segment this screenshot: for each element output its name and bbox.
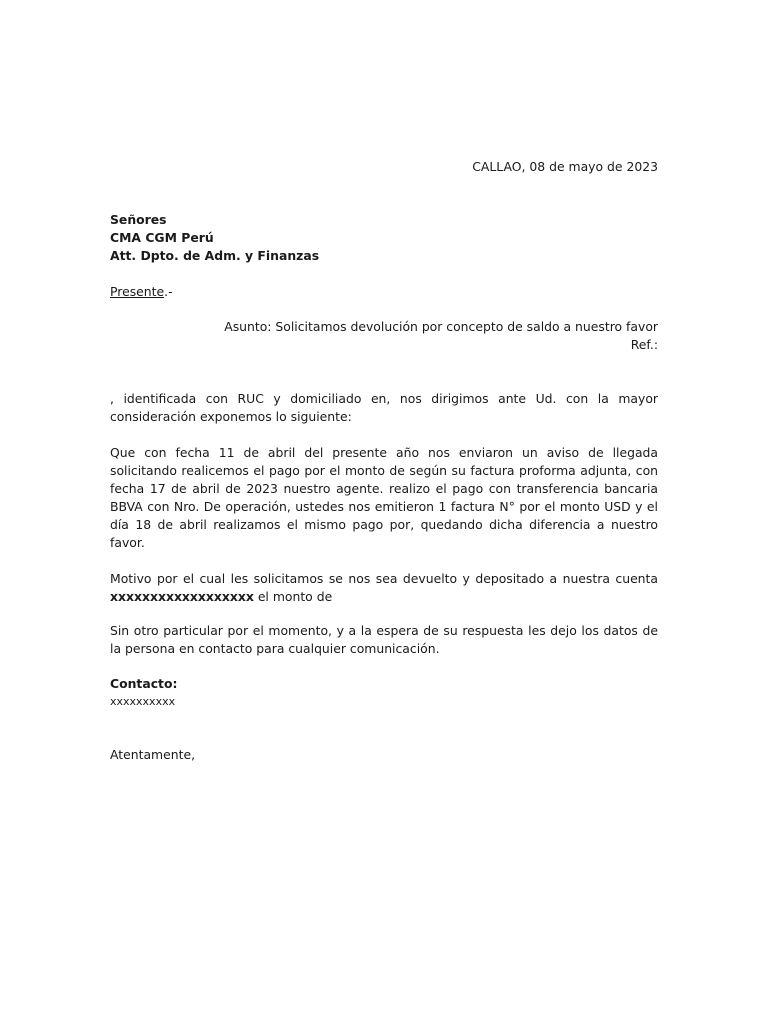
subject-line: Asunto: Solicitamos devolución por concepto de saldo a nuestro favor [224,319,658,334]
addressee-block [110,211,658,265]
request-text-end: el monto de [253,589,333,604]
details-paragraph: Que con fecha 11 de abril del presente año nos enviaron un aviso de llegada solicitando realicemos el pago por el monto de según su factura proforma adjunta, con fecha 17 de abril de 2023 nuestro agente. realizo el pago con transferencia bancaria BBVA con Nro. De operación, ustedes nos emitieron 1 factura N° por el monto USD y el día 18 de abril realizamos el mismo pago por, quedando dicha diferencia a nuestro favor. [110,445,658,550]
subject-block [110,318,658,354]
request-paragraph [110,570,658,606]
closing-paragraph: Sin otro particular por el momento, y a la espera de su respuesta les dejo los datos de la persona en contacto para cualquier comunicación. [110,623,658,656]
account-number: xxxxxxxxxxxxxxxxxx [110,589,254,604]
addressee-salutation: Señores [110,212,167,227]
addressee-company: CMA CGM Perú [110,230,214,245]
contact-value: xxxxxxxxxx [110,695,176,708]
presente-line [110,283,658,301]
presente-word: Presente [110,284,165,299]
contact-block [110,675,658,711]
contact-label: Contacto: [110,676,178,691]
sign-off: Atentamente, [110,747,196,762]
addressee-department: Att. Dpto. de Adm. y Finanzas [110,248,320,263]
request-text-start: Motivo por el cual les solicitamos se nos sea devuelto y depositado a nuestra cuenta [110,571,658,586]
reference-line: Ref.: [630,337,658,352]
date-line: CALLAO, 08 de mayo de 2023 [472,159,658,174]
presente-suffix: .- [164,284,173,299]
intro-paragraph: , identificada con RUC y domiciliado en, nos dirigimos ante Ud. con la mayor consideración exponemos lo siguiente: [110,391,658,424]
